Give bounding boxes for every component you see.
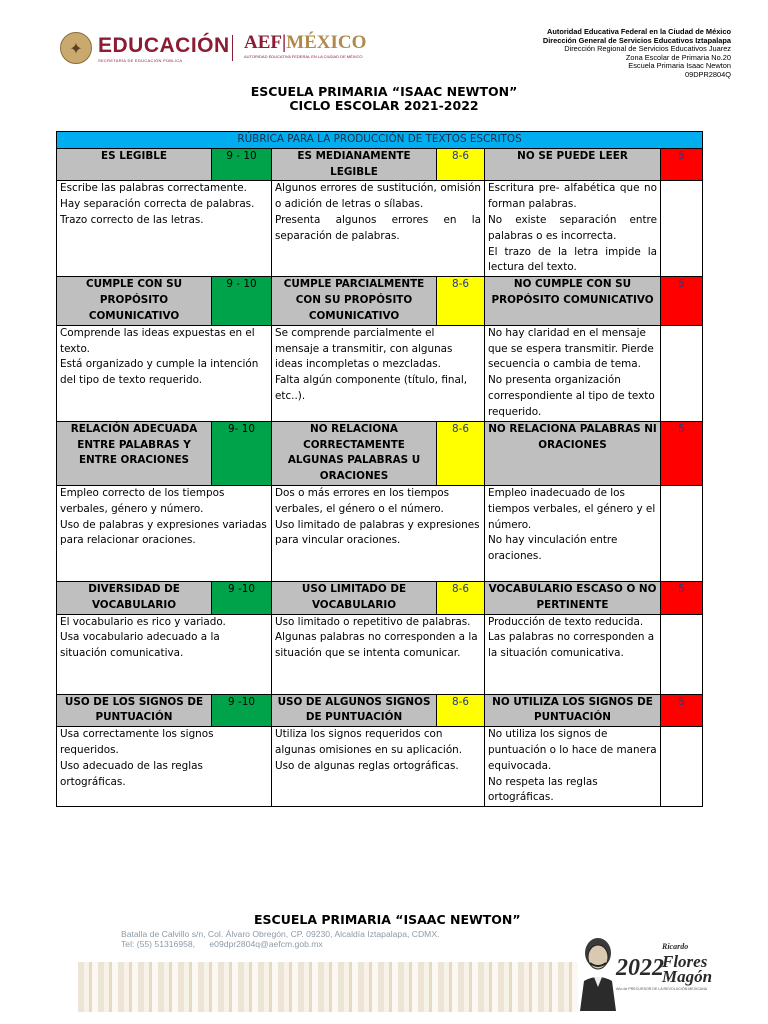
description-line: Usa vocabulario adecuado a la situación comunicativa. — [60, 631, 220, 660]
description-line: Usa correctamente los signos requeridos. — [60, 728, 214, 756]
criterion-description — [272, 485, 485, 581]
aef-logo-text: AEF — [244, 32, 282, 53]
description-line: Comprende las ideas expuestas en el texto. — [60, 326, 255, 355]
document-heading — [0, 85, 768, 113]
score-mid: 8-6 — [437, 148, 485, 181]
year-number: 2022 — [616, 955, 664, 981]
score-mid: 8-6 — [437, 694, 485, 727]
description-line: Está organizado y cumple la intención del tipo de texto requerido. — [60, 358, 259, 387]
criterion-description — [272, 614, 485, 694]
description-line: Empleo correcto de los tiempos verbales, género y número. — [60, 486, 225, 515]
institution-line: 09DPR2804Q — [684, 69, 731, 79]
school-cycle: CICLO ESCOLAR 2021-2022 — [289, 98, 479, 113]
score-mid: 8-6 — [437, 421, 485, 485]
criterion-header: CUMPLE PARCIALMENTE CON SU PROPÓSITO COMUNICATIVO — [272, 277, 437, 325]
honoree-last-name-1: Flores — [662, 952, 708, 971]
score-low: 5 — [661, 421, 703, 485]
logo-divider — [232, 35, 233, 61]
description-line: Escribe las palabras correctamente. — [60, 182, 247, 195]
description-line: Uso de algunas reglas ortográficas. — [275, 759, 459, 772]
criterion-description — [57, 727, 272, 807]
year-label: Año de — [616, 987, 628, 991]
institution-line: Dirección Regional de Servicios Educativos Juarez — [564, 44, 731, 54]
institution-block — [543, 28, 731, 80]
description-line: Escritura pre- alfabética que no forman palabras. — [488, 182, 657, 211]
score-low: 5 — [661, 694, 703, 727]
institution-line: Autoridad Educativa Federal en la Ciudad de México — [547, 27, 731, 36]
score-high: 9 -10 — [212, 694, 272, 727]
description-line: Algunos errores de sustitución, omisión o adición de letras o sílabas. — [275, 182, 481, 211]
mexico-logo-text: MÉXICO — [286, 32, 367, 53]
institution-line: Zona Escolar de Primaria No.20 — [625, 52, 731, 62]
honoree-last-name-2: Magón — [662, 967, 713, 986]
description-line: Uso limitado o repetitivo de palabras. — [275, 615, 471, 628]
criterion-description — [485, 614, 661, 694]
educacion-logo-subtitle: SECRETARÍA DE EDUCACIÓN PÚBLICA — [98, 57, 183, 63]
criterion-description — [272, 181, 485, 277]
year-honoree-title: PRECURSOR DE LA REVOLUCIÓN MEXICANA — [628, 987, 708, 991]
description-line: Falta algún componente (título, final, etc..). — [275, 374, 468, 402]
criterion-header: NO UTILIZA LOS SIGNOS DE PUNTUACIÓN — [485, 694, 661, 727]
score-high: 9- 10 — [212, 421, 272, 485]
description-line: No respeta las reglas ortográficas. — [488, 775, 598, 804]
footer-school-name: ESCUELA PRIMARIA “ISAAC NEWTON” — [254, 912, 521, 927]
criterion-header: RELACIÓN ADECUADA ENTRE PALABRAS Y ENTRE ORACIONES — [57, 421, 212, 485]
criterion-header: VOCABULARIO ESCASO O NO PERTINENTE — [485, 581, 661, 614]
empty-cell — [661, 181, 703, 277]
year-honoree — [662, 939, 732, 984]
score-mid: 8-6 — [437, 581, 485, 614]
description-line: No existe separación entre palabras o es incorrecta. — [488, 213, 657, 242]
rubric-table — [56, 131, 703, 807]
description-line: Utiliza los signos requeridos con algunas omisiones en su aplicación. — [275, 728, 463, 756]
description-line: El vocabulario es rico y variado. — [60, 615, 226, 628]
criterion-header: NO SE PUEDE LEER — [485, 148, 661, 181]
description-line: Algunas palabras no corresponden a la situación que se intenta comunicar. — [275, 631, 478, 660]
empty-cell — [661, 325, 703, 421]
educacion-logo-text: EDUCACIÓN — [98, 33, 230, 57]
description-line: Empleo inadecuado de los tiempos verbales, el género y el número. — [488, 486, 656, 531]
institution-line: Dirección General de Servicios Educativos Iztapalapa — [542, 35, 731, 45]
criterion-description — [57, 325, 272, 421]
description-line: El trazo de la letra impide la lectura del texto. — [488, 245, 657, 274]
description-line: Se comprende parcialmente el mensaje a transmitir, con algunas ideas incompletas o mezcladas. — [275, 326, 453, 371]
criterion-description — [272, 325, 485, 421]
score-high: 9 - 10 — [212, 277, 272, 325]
description-line: Uso limitado de palabras y expresiones para vincular oraciones. — [275, 518, 480, 547]
score-mid: 8-6 — [437, 277, 485, 325]
description-line: Presenta algunos errores en la separación de palabras. — [275, 213, 481, 242]
criterion-header: NO RELACIONA PALABRAS NI ORACIONES — [485, 421, 661, 485]
criterion-header: ES LEGIBLE — [57, 148, 212, 181]
description-line: Hay separación correcta de palabras. — [60, 198, 255, 211]
school-name: ESCUELA PRIMARIA “ISAAC NEWTON” — [250, 84, 518, 99]
institution-line: Escuela Primaria Isaac Newton — [628, 61, 731, 71]
criterion-header: USO DE LOS SIGNOS DE PUNTUACIÓN — [57, 694, 212, 727]
criterion-header: NO RELACIONA CORRECTAMENTE ALGUNAS PALABRAS U ORACIONES — [272, 421, 437, 485]
footer-address-block — [121, 929, 439, 949]
criterion-description — [57, 614, 272, 694]
description-line: Las palabras no corresponden a la situación comunicativa. — [488, 631, 655, 660]
empty-cell — [661, 485, 703, 581]
criterion-description — [57, 181, 272, 277]
score-high: 9 - 10 — [212, 148, 272, 181]
portrait-illustration-icon — [574, 933, 622, 1011]
description-line: No hay vinculación entre oraciones. — [488, 534, 618, 563]
criterion-description — [272, 727, 485, 807]
criterion-description — [485, 325, 661, 421]
score-low: 5 — [661, 148, 703, 181]
educacion-logo — [60, 32, 230, 64]
criterion-header: USO DE ALGUNOS SIGNOS DE PUNTUACIÓN — [272, 694, 437, 727]
criterion-header: DIVERSIDAD DE VOCABULARIO — [57, 581, 212, 614]
score-low: 5 — [661, 277, 703, 325]
description-line: No utiliza los signos de puntuación o lo hace de manera equivocada. — [488, 728, 657, 772]
description-line: Dos o más errores en los tiempos verbales, el género o el número. — [275, 486, 450, 515]
aef-mexico-logo: AEF|MÉXICO AUTORIDAD EDUCATIVA FEDERAL EN LA CIUDAD DE MÉXICO — [244, 32, 367, 59]
aef-logo-subtitle: AUTORIDAD EDUCATIVA FEDERAL EN LA CIUDAD DE MÉXICO — [244, 54, 363, 59]
criterion-header: CUMPLE CON SU PROPÓSITO COMUNICATIVO — [57, 277, 212, 325]
criterion-header: NO CUMPLE CON SU PROPÓSITO COMUNICATIVO — [485, 277, 661, 325]
footer-contact: Tel: (55) 51316958, e09dpr2804q@aefcm.gob.mx — [121, 939, 323, 950]
eagle-seal-icon: ✦ — [60, 32, 92, 64]
empty-cell — [661, 727, 703, 807]
year-logo-2022 — [616, 942, 713, 991]
criterion-description — [485, 485, 661, 581]
description-line: Trazo correcto de las letras. — [60, 213, 204, 226]
description-line: No presenta organización correspondiente al tipo de texto requerido. — [488, 374, 655, 418]
score-high: 9 -10 — [212, 581, 272, 614]
description-line: Uso adecuado de las reglas ortográficas. — [60, 759, 203, 788]
criterion-description — [485, 181, 661, 277]
description-line: Producción de texto reducida. — [488, 615, 644, 628]
footer-address: Batalla de Calvillo s/n, Col. Álvaro Obregón, CP. 09230, Alcaldía Iztapalapa, CDMX. — [121, 929, 440, 939]
decorative-pattern-band — [78, 962, 578, 1012]
empty-cell — [661, 614, 703, 694]
year-logo-subtitle — [616, 987, 756, 991]
rubric-title: RÚBRICA PARA LA PRODUCCIÓN DE TEXTOS ESCRITOS — [57, 132, 703, 149]
criterion-description — [57, 485, 272, 581]
score-low: 5 — [661, 581, 703, 614]
criterion-header: ES MEDIANAMENTE LEGIBLE — [272, 148, 437, 181]
criterion-header: USO LIMITADO DE VOCABULARIO — [272, 581, 437, 614]
criterion-description — [485, 727, 661, 807]
description-line: Uso de palabras y expresiones variadas para relacionar oraciones. — [60, 518, 267, 547]
honoree-first-name: Ricardo — [662, 942, 689, 951]
description-line: No hay claridad en el mensaje que se espera transmitir. Pierde secuencia o cambia de tema. — [488, 326, 654, 371]
